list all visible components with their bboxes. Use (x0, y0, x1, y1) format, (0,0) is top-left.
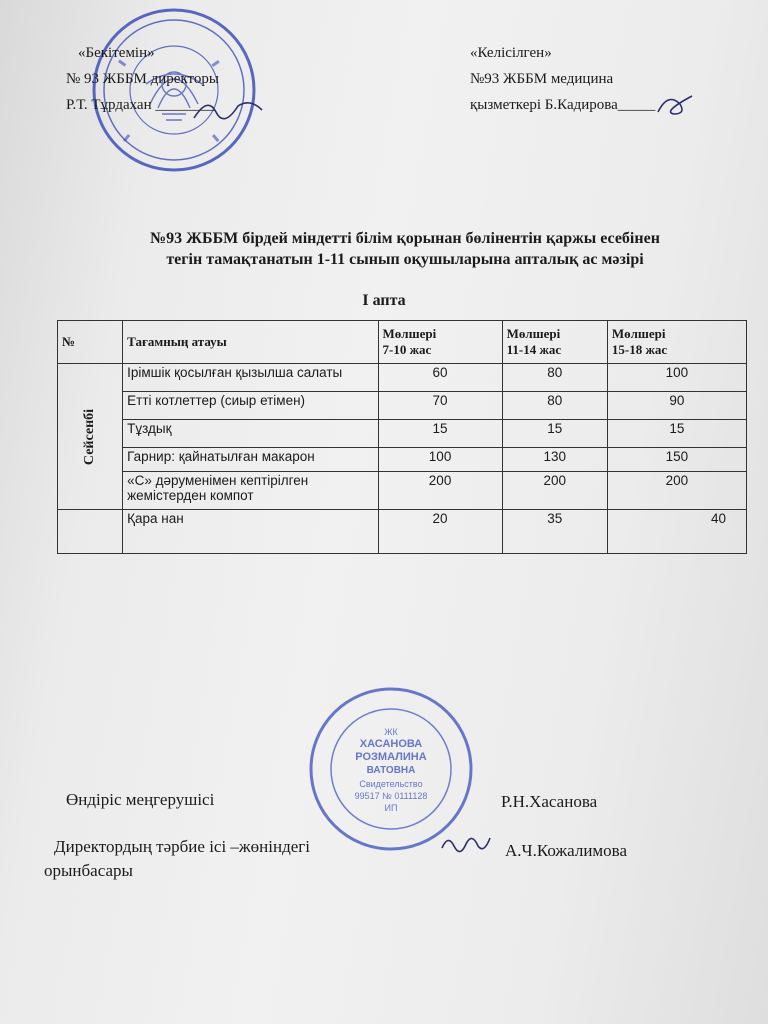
menu-title-line-2: тегін тамақтанатын 1-11 сынып оқушыларына апталық ас мәзірі (166, 251, 644, 268)
footer-name-1: Р.Н.Хасанова (501, 792, 598, 811)
amount-15-18: 40 (607, 510, 746, 554)
stamp-line-5: Свидетельство (359, 779, 423, 789)
header-num: № (58, 321, 123, 364)
dish-cell: Ірімшік қосылған қызылша салаты (123, 364, 378, 392)
footer-role-2 (44, 835, 310, 883)
header-age-7-10-label: Мөлшері (382, 326, 437, 341)
footer-role-1: Өндіріс меңгерушісі (66, 790, 215, 809)
amount-7-10: 70 (378, 392, 502, 420)
approval-title: «Бекітемін» (78, 45, 155, 61)
amount-11-14: 130 (502, 448, 607, 472)
stamp-line-2: ХАСАНОВА (359, 738, 423, 750)
table-row (58, 364, 747, 392)
amount-11-14: 15 (502, 420, 607, 448)
footer-role-2-line-1: Директордың тәрбие ісі –жөніндегі (54, 837, 310, 856)
header-age-15-18-label: Мөлшері (611, 326, 666, 341)
agreement-org: №93 ЖББМ медицина (470, 71, 614, 87)
amount-7-10: 15 (378, 420, 502, 448)
nurse-signature (652, 90, 702, 120)
table-row (58, 392, 747, 420)
footer-role-2-line-2: орынбасары (44, 861, 133, 880)
amount-15-18: 15 (607, 420, 746, 448)
deputy-signature (438, 828, 494, 860)
table-header-row (58, 321, 747, 364)
day-cell (58, 364, 123, 510)
stamp-line-6: 99517 № 0111128 (354, 791, 428, 801)
approval-org: № 93 ЖББМ директоры (66, 71, 219, 87)
amount-7-10: 60 (378, 364, 502, 392)
stamp-line-7: ИП (384, 803, 398, 813)
header-age-15-18 (607, 321, 746, 364)
amount-15-18: 150 (607, 448, 746, 472)
footer-name-2: А.Ч.Кожалимова (505, 841, 628, 860)
amount-15-18: 90 (607, 392, 746, 420)
table-row (58, 510, 747, 554)
table-row (58, 420, 747, 448)
stamp-line-4: ВАТОВНА (366, 765, 416, 776)
week-label: І апта (362, 292, 406, 309)
dish-cell: Тұздық (123, 420, 378, 448)
dish-cell: Қара нан (123, 510, 378, 554)
menu-table (57, 320, 747, 554)
stamp-line-1: ЖК (384, 727, 398, 737)
amount-11-14: 200 (502, 472, 607, 510)
header-age-7-10 (378, 321, 502, 364)
amount-11-14: 80 (502, 392, 607, 420)
dish-cell: «С» дәруменімен кептірілген жемістерден компот (123, 472, 378, 510)
menu-title-line-1: №93 ЖББМ бірдей міндетті білім қорынан бөлінентін қаржы есебінен (150, 230, 660, 247)
table-row (58, 472, 747, 510)
director-signature (190, 92, 270, 128)
amount-15-18: 200 (607, 472, 746, 510)
header-age-7-10-range: 7-10 жас (382, 342, 432, 357)
approval-name: Р.Т. Тұрдахан ________ (66, 97, 216, 113)
day-label: Сейсенбі (82, 408, 98, 466)
agreement-name: қызметкері Б.Кадирова_____ (470, 97, 656, 113)
header-age-11-14-range: 11-14 жас (506, 342, 562, 357)
header-age-11-14 (502, 321, 607, 364)
table-row (58, 448, 747, 472)
empty-day-cell (58, 510, 123, 554)
dish-cell: Етті котлеттер (сиыр етімен) (123, 392, 378, 420)
header-dish: Тағамның атауы (123, 321, 378, 364)
amount-7-10: 20 (378, 510, 502, 554)
agreement-block (470, 40, 655, 118)
amount-11-14: 80 (502, 364, 607, 392)
header-age-15-18-range: 15-18 жас (611, 342, 668, 357)
amount-7-10: 100 (378, 448, 502, 472)
amount-7-10: 200 (378, 472, 502, 510)
menu-title (60, 228, 750, 270)
header-age-11-14-label: Мөлшері (506, 326, 561, 341)
agreement-title: «Келісілген» (470, 45, 552, 61)
stamp-line-3: РОЗМАЛИНА (355, 751, 427, 763)
amount-15-18: 100 (607, 364, 746, 392)
dish-cell: Гарнир: қайнатылған макарон (123, 448, 378, 472)
amount-11-14: 35 (502, 510, 607, 554)
